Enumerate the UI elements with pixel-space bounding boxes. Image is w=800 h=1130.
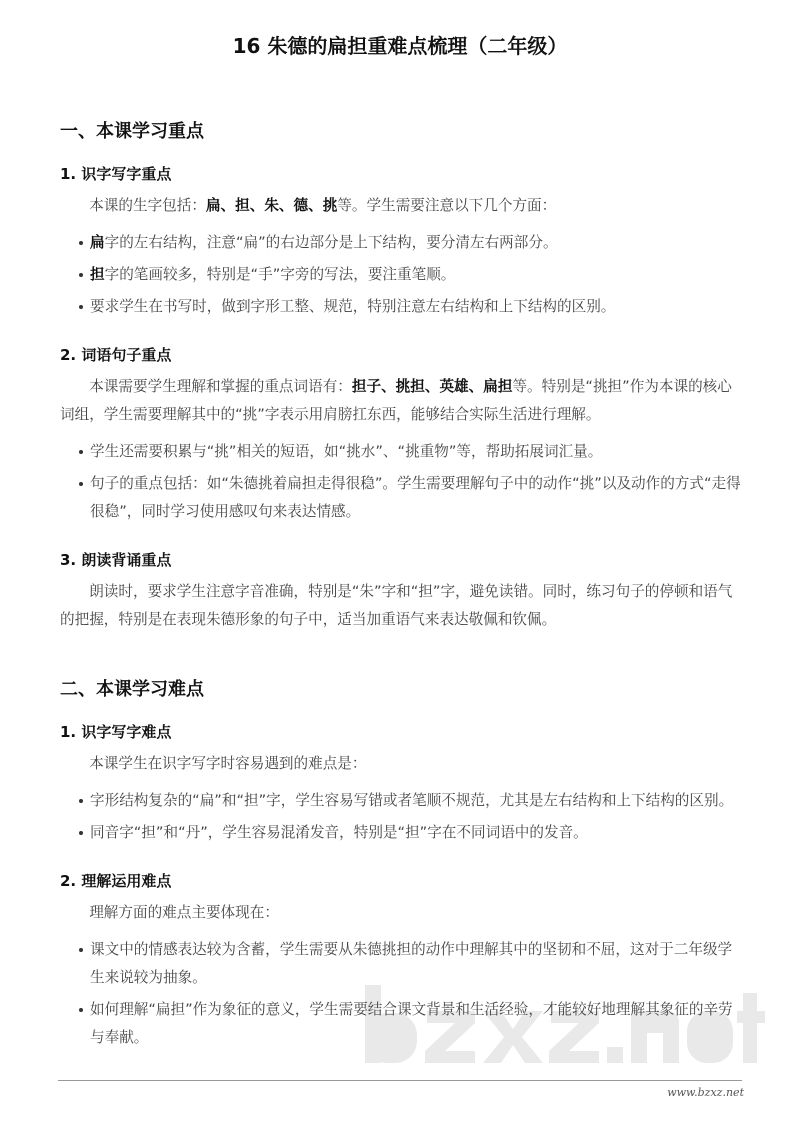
text: 本课的生字包括： <box>89 197 206 214</box>
paragraph <box>60 192 744 220</box>
page-footer <box>58 1080 744 1110</box>
list-item: 学生还需要积累与“挑”相关的短语，如“挑水”、“挑重物”等，帮助拓展词汇量。 <box>90 438 744 466</box>
list-item: 要求学生在书写时，做到字形工整、规范，特别注意左右结构和上下结构的区别。 <box>90 293 744 321</box>
page-title: 16 朱德的扁担重难点梳理（二年级） <box>232 34 568 58</box>
text: 等。学生需要注意以下几个方面： <box>337 197 557 214</box>
list-item: 如何理解“扁担”作为象征的意义，学生需要结合课文背景和生活经验，才能较好地理解其象征的辛劳与奉献。 <box>90 996 744 1052</box>
footer-url: www.bzxz.net <box>667 1086 744 1099</box>
paragraph: 本课学生在识字写字时容易遇到的难点是： <box>89 755 367 772</box>
bold-text: 扁、担、朱、德、挑 <box>205 197 338 214</box>
list-item: 同音字“担”和“丹”，学生容易混淆发音，特别是“担”字在不同词语中的发音。 <box>90 819 744 847</box>
subheading-character-writing-difficulties: 1. 识字写字难点 <box>60 723 172 741</box>
list-item <box>90 261 744 289</box>
section-heading-key-points: 一、本课学习重点 <box>60 121 204 142</box>
list-item: 课文中的情感表达较为含蓄，学生需要从朱德挑担的动作中理解其中的坚韧和不屈，这对于二年级学生来说较为抽象。 <box>90 936 744 992</box>
bold-text: 担 <box>90 266 105 283</box>
subheading-reading-recitation: 3. 朗读背诵重点 <box>60 551 172 569</box>
footer-divider <box>58 1080 742 1081</box>
subheading-words-sentences: 2. 词语句子重点 <box>60 346 172 364</box>
text: 等。特别是“挑担”作为本课的核心词组，学生需要理解其中的“挑”字表示用肩膀扛东西，能够结合实际生活进行理解。 <box>60 378 732 423</box>
text: 字的笔画较多，特别是“手”字旁的写法，要注重笔顺。 <box>104 266 456 283</box>
paragraph: 理解方面的难点主要体现在： <box>89 904 279 921</box>
paragraph <box>60 373 744 429</box>
text: 字的左右结构，注意“扁”的右边部分是上下结构，要分清左右两部分。 <box>104 234 558 251</box>
section-heading-difficulties: 二、本课学习难点 <box>60 679 204 700</box>
list-item: 字形结构复杂的“扁”和“担”字，学生容易写错或者笔顺不规范，尤其是左右结构和上下结构的区别。 <box>90 787 744 815</box>
subheading-character-writing: 1. 识字写字重点 <box>60 165 172 183</box>
subheading-comprehension-difficulties: 2. 理解运用难点 <box>60 872 172 890</box>
bold-text: 担子、挑担、英雄、扁担 <box>351 378 513 395</box>
list-item: 句子的重点包括：如“朱德挑着扁担走得很稳”。学生需要理解句子中的动作“挑”以及动作的方式“走得很稳”，同时学习使用感叹句来表达情感。 <box>90 470 744 526</box>
bold-text: 扁 <box>90 234 105 251</box>
text: 本课需要学生理解和掌握的重点词语有： <box>89 378 352 395</box>
paragraph: 朗读时，要求学生注意字音准确，特别是“朱”字和“担”字，避免读错。同时，练习句子的停顿和语气的把握，特别是在表现朱德形象的句子中，适当加重语气来表达敬佩和钦佩。 <box>60 583 733 628</box>
list-item <box>90 229 744 257</box>
